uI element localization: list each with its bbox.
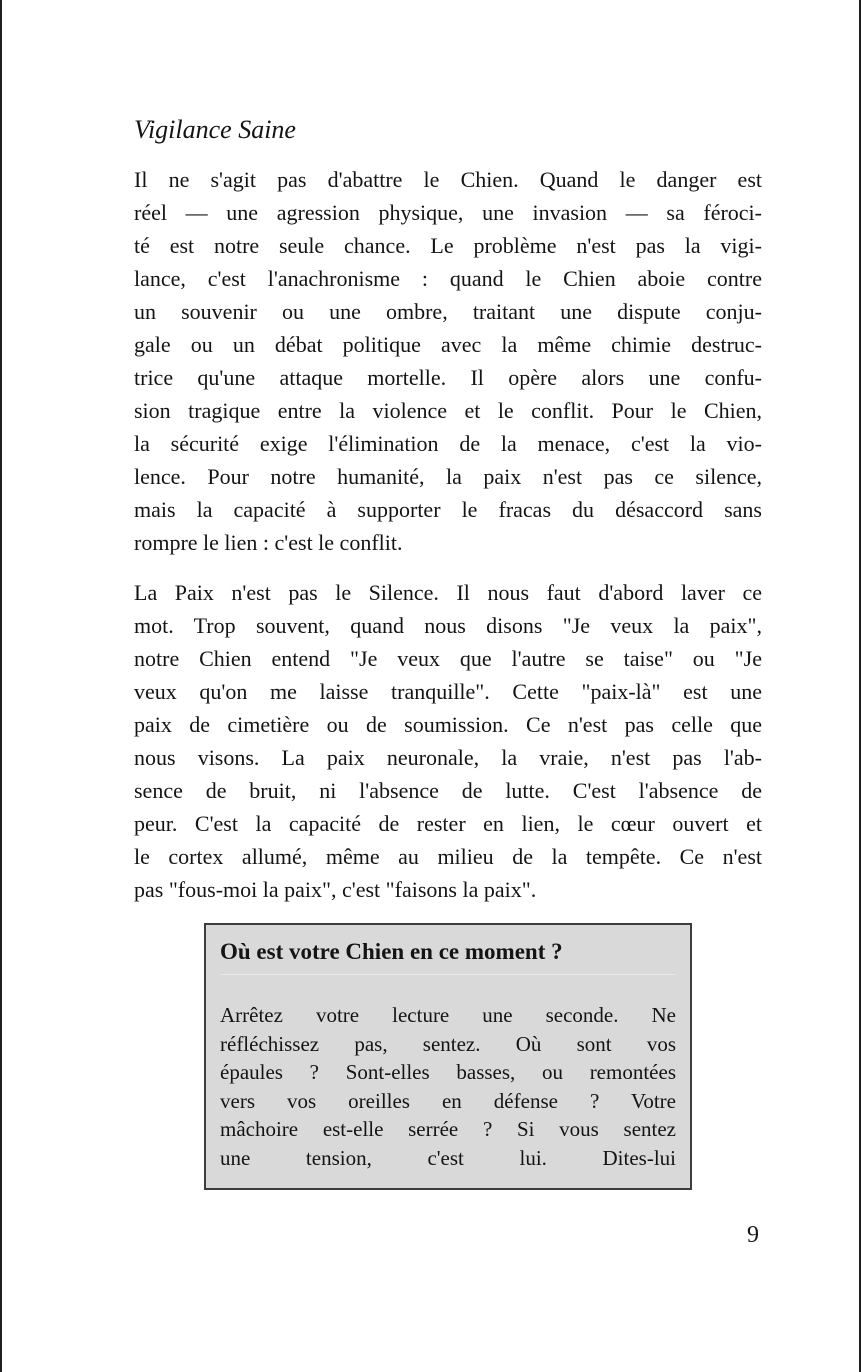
text-line: réel — une agression physique, une invasion — sa féroci- bbox=[134, 200, 762, 225]
text-line: la sécurité exige l'élimination de la menace, c'est la vio- bbox=[134, 431, 762, 456]
text-line: lance, c'est l'anachronisme : quand le Chien aboie contre bbox=[134, 266, 762, 291]
text-line: mot. Trop souvent, quand nous disons "Je veux la paix", bbox=[134, 613, 762, 638]
text-line: nous visons. La paix neuronale, la vraie, n'est pas l'ab- bbox=[134, 745, 762, 770]
page-content bbox=[134, 114, 762, 1190]
text-line: té est notre seule chance. Le problème n'est pas la vigi- bbox=[134, 233, 762, 258]
text-line: réfléchissez pas, sentez. Où sont vos bbox=[220, 1031, 676, 1056]
text-line: épaules ? Sont-elles basses, ou remontées bbox=[220, 1060, 676, 1084]
paragraph bbox=[134, 576, 762, 906]
text-line: lence. Pour notre humanité, la paix n'est pas ce silence, bbox=[134, 464, 762, 489]
text-line: gale ou un débat politique avec la même chimie destruc- bbox=[134, 332, 762, 357]
text-line: Il ne s'agit pas d'abattre le Chien. Quand le danger est bbox=[134, 167, 762, 192]
text-line: mâchoire est-elle serrée ? Si vous sentez bbox=[220, 1117, 676, 1141]
text-line: La Paix n'est pas le Silence. Il nous faut d'abord laver ce bbox=[134, 580, 762, 605]
text-line: notre Chien entend "Je veux que l'autre se taise" ou "Je bbox=[134, 646, 762, 671]
text-line: le cortex allumé, même au milieu de la tempête. Ce n'est bbox=[134, 844, 762, 869]
text-line: sion tragique entre la violence et le conflit. Pour le Chien, bbox=[134, 398, 762, 423]
paragraph bbox=[134, 163, 762, 559]
text-line: mais la capacité à supporter le fracas du désaccord sans bbox=[134, 497, 762, 522]
text-line: Arrêtez votre lecture une seconde. Ne bbox=[220, 1003, 676, 1027]
text-line: vers vos oreilles en défense ? Votre bbox=[220, 1088, 676, 1113]
page-number: 9 bbox=[747, 1222, 759, 1248]
text-line: pas "fous-moi la paix", c'est "faisons la paix". bbox=[134, 877, 537, 902]
text-line: veux qu'on me laisse tranquille". Cette "paix-là" est une bbox=[134, 679, 762, 704]
text-line: un souvenir ou une ombre, traitant une dispute conju- bbox=[134, 299, 762, 324]
text-line: peur. C'est la capacité de rester en lien, le cœur ouvert et bbox=[134, 811, 762, 836]
body-text bbox=[134, 163, 762, 906]
text-line: une tension, c'est lui. Dites-lui bbox=[220, 1145, 676, 1170]
text-line: paix de cimetière ou de soumission. Ce n'est pas celle que bbox=[134, 712, 762, 737]
exercise-box-title: Où est votre Chien en ce moment ? bbox=[220, 935, 676, 975]
text-line: rompre le lien : c'est le conflit. bbox=[134, 530, 403, 555]
exercise-box-body bbox=[220, 1001, 676, 1172]
text-line: sence de bruit, ni l'absence de lutte. C'est l'absence de bbox=[134, 778, 762, 803]
section-heading: Vigilance Saine bbox=[134, 115, 296, 144]
exercise-box bbox=[204, 923, 692, 1190]
text-line: trice qu'une attaque mortelle. Il opère alors une confu- bbox=[134, 365, 762, 390]
